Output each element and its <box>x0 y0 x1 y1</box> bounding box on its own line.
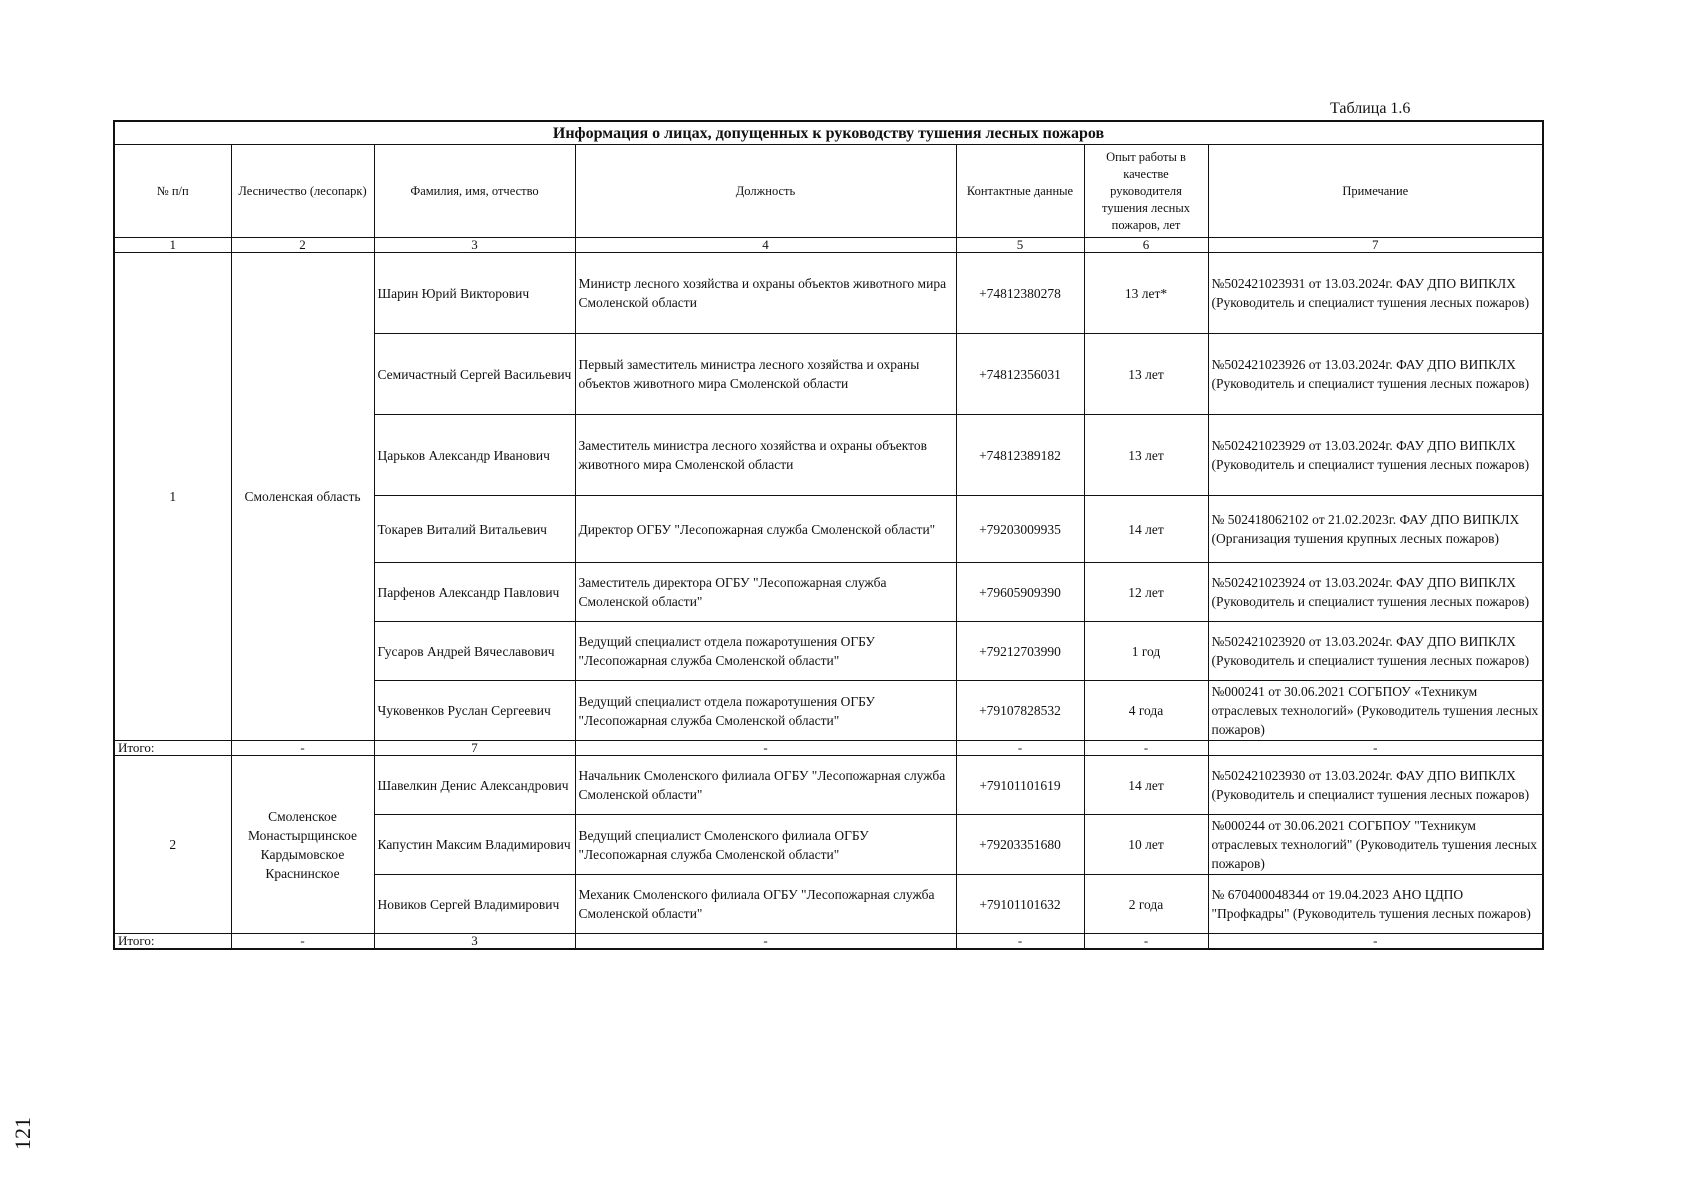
header-note: Примечание <box>1208 145 1543 238</box>
person-position: Ведущий специалист отдела пожаротушения ОГБУ "Лесопожарная служба Смоленской области" <box>575 681 956 741</box>
header-position: Должность <box>575 145 956 238</box>
table-row <box>114 756 1543 815</box>
page-stamp: 121 <box>10 1117 35 1150</box>
person-note: №502421023931 от 13.03.2024г. ФАУ ДПО ВИПКЛХ (Руководитель и специалист тушения лесных пожаров) <box>1208 253 1543 334</box>
person-contact: +79203351680 <box>956 815 1084 875</box>
person-note: № 670400048344 от 19.04.2023 АНО ЦДПО "Профкадры" (Руководитель тушения лесных пожаров) <box>1208 875 1543 934</box>
total-position: - <box>575 741 956 756</box>
column-number: 4 <box>575 238 956 253</box>
person-experience: 13 лет <box>1084 334 1208 415</box>
person-experience: 4 года <box>1084 681 1208 741</box>
header-num: № п/п <box>114 145 231 238</box>
person-name: Новиков Сергей Владимирович <box>374 875 575 934</box>
column-number: 6 <box>1084 238 1208 253</box>
total-label: Итого: <box>114 741 231 756</box>
header-row <box>114 145 1543 238</box>
total-forestry: - <box>231 934 374 950</box>
person-position: Первый заместитель министра лесного хозяйства и охраны объектов животного мира Смоленской области <box>575 334 956 415</box>
personnel-table <box>113 120 1544 950</box>
person-position: Министр лесного хозяйства и охраны объектов животного мира Смоленской области <box>575 253 956 334</box>
column-number-row <box>114 238 1543 253</box>
person-experience: 14 лет <box>1084 496 1208 563</box>
total-note: - <box>1208 741 1543 756</box>
person-note: №502421023929 от 13.03.2024г. ФАУ ДПО ВИПКЛХ (Руководитель и специалист тушения лесных пожаров) <box>1208 415 1543 496</box>
total-contact: - <box>956 741 1084 756</box>
person-contact: +79101101619 <box>956 756 1084 815</box>
header-forestry: Лесничество (лесопарк) <box>231 145 374 238</box>
person-experience: 12 лет <box>1084 563 1208 622</box>
person-name: Парфенов Александр Павлович <box>374 563 575 622</box>
column-number: 3 <box>374 238 575 253</box>
header-contact: Контактные данные <box>956 145 1084 238</box>
person-experience: 2 года <box>1084 875 1208 934</box>
person-note: №502421023926 от 13.03.2024г. ФАУ ДПО ВИПКЛХ (Руководитель и специалист тушения лесных пожаров) <box>1208 334 1543 415</box>
person-note: №000241 от 30.06.2021 СОГБПОУ «Техникум отраслевых технологий» (Руководитель тушения лесных пожаров) <box>1208 681 1543 741</box>
total-label: Итого: <box>114 934 231 950</box>
person-contact: +79203009935 <box>956 496 1084 563</box>
group-forestry: Смоленская область <box>231 253 374 741</box>
person-contact: +79605909390 <box>956 563 1084 622</box>
group-number: 1 <box>114 253 231 741</box>
column-number: 1 <box>114 238 231 253</box>
table-wrapper <box>113 120 1542 950</box>
person-name: Токарев Виталий Витальевич <box>374 496 575 563</box>
person-contact: +79212703990 <box>956 622 1084 681</box>
person-note: №502421023924 от 13.03.2024г. ФАУ ДПО ВИПКЛХ (Руководитель и специалист тушения лесных пожаров) <box>1208 563 1543 622</box>
total-contact: - <box>956 934 1084 950</box>
person-position: Директор ОГБУ "Лесопожарная служба Смоленской области" <box>575 496 956 563</box>
person-note: №502421023930 от 13.03.2024г. ФАУ ДПО ВИПКЛХ (Руководитель и специалист тушения лесных пожаров) <box>1208 756 1543 815</box>
person-note: №502421023920 от 13.03.2024г. ФАУ ДПО ВИПКЛХ (Руководитель и специалист тушения лесных пожаров) <box>1208 622 1543 681</box>
table-title: Информация о лицах, допущенных к руководству тушения лесных пожаров <box>114 121 1543 145</box>
total-count: 7 <box>374 741 575 756</box>
person-name: Семичастный Сергей Васильевич <box>374 334 575 415</box>
total-note: - <box>1208 934 1543 950</box>
total-row <box>114 741 1543 756</box>
person-name: Шарин Юрий Викторович <box>374 253 575 334</box>
person-contact: +74812389182 <box>956 415 1084 496</box>
person-contact: +74812356031 <box>956 334 1084 415</box>
person-note: №000244 от 30.06.2021 СОГБПОУ "Техникум отраслевых технологий" (Руководитель тушения лесных пожаров) <box>1208 815 1543 875</box>
total-count: 3 <box>374 934 575 950</box>
column-number: 2 <box>231 238 374 253</box>
person-name: Чуковенков Руслан Сергеевич <box>374 681 575 741</box>
person-position: Начальник Смоленского филиала ОГБУ "Лесопожарная служба Смоленской области" <box>575 756 956 815</box>
total-forestry: - <box>231 741 374 756</box>
person-experience: 13 лет <box>1084 415 1208 496</box>
total-position: - <box>575 934 956 950</box>
header-experience: Опыт работы в качестве руководителя тушения лесных пожаров, лет <box>1084 145 1208 238</box>
table-label: Таблица 1.6 <box>1330 100 1411 117</box>
person-position: Ведущий специалист отдела пожаротушения ОГБУ "Лесопожарная служба Смоленской области" <box>575 622 956 681</box>
table-row <box>114 253 1543 334</box>
person-experience: 1 год <box>1084 622 1208 681</box>
total-experience: - <box>1084 741 1208 756</box>
total-experience: - <box>1084 934 1208 950</box>
person-experience: 10 лет <box>1084 815 1208 875</box>
person-note: № 502418062102 от 21.02.2023г. ФАУ ДПО ВИПКЛХ (Организация тушения крупных лесных пожаров) <box>1208 496 1543 563</box>
person-experience: 14 лет <box>1084 756 1208 815</box>
person-position: Заместитель министра лесного хозяйства и охраны объектов животного мира Смоленской области <box>575 415 956 496</box>
group-forestry: Смоленское Монастырщинское Кардымовское Краснинское <box>231 756 374 934</box>
person-contact: +79107828532 <box>956 681 1084 741</box>
group-number: 2 <box>114 756 231 934</box>
person-name: Царьков Александр Иванович <box>374 415 575 496</box>
person-name: Гусаров Андрей Вячеславович <box>374 622 575 681</box>
person-contact: +79101101632 <box>956 875 1084 934</box>
total-row <box>114 934 1543 950</box>
column-number: 7 <box>1208 238 1543 253</box>
header-name: Фамилия, имя, отчество <box>374 145 575 238</box>
person-contact: +74812380278 <box>956 253 1084 334</box>
person-position: Механик Смоленского филиала ОГБУ "Лесопожарная служба Смоленской области" <box>575 875 956 934</box>
person-position: Заместитель директора ОГБУ "Лесопожарная служба Смоленской области" <box>575 563 956 622</box>
person-experience: 13 лет* <box>1084 253 1208 334</box>
person-name: Шавелкин Денис Александрович <box>374 756 575 815</box>
column-number: 5 <box>956 238 1084 253</box>
person-name: Капустин Максим Владимирович <box>374 815 575 875</box>
person-position: Ведущий специалист Смоленского филиала ОГБУ "Лесопожарная служба Смоленской области" <box>575 815 956 875</box>
